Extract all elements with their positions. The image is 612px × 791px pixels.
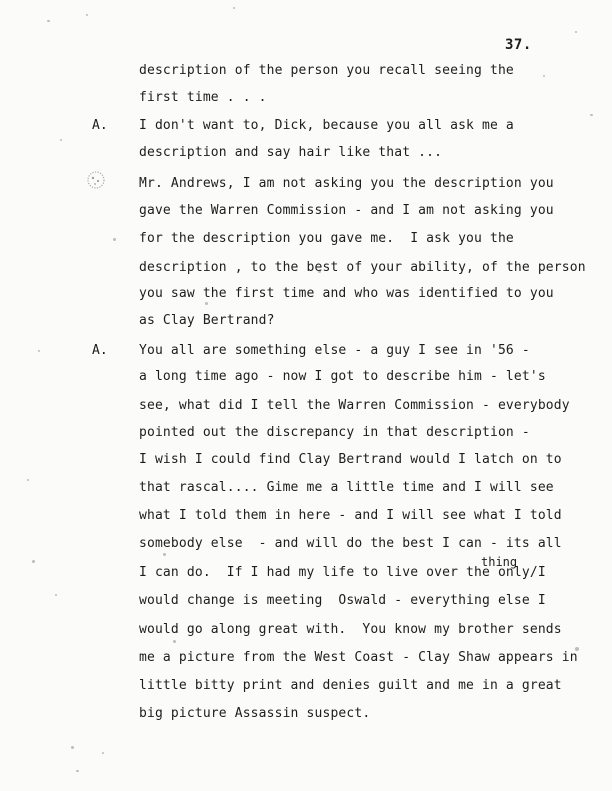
speaker-marker-a: A. [92, 118, 108, 133]
transcript-line: for the description you gave me. I ask you the [139, 231, 514, 246]
transcript-line: as Clay Bertrand? [139, 313, 275, 328]
scan-speck [543, 75, 545, 77]
scan-speck [32, 560, 35, 563]
scan-speck [575, 31, 577, 33]
handwritten-insert: thing [481, 555, 518, 569]
scan-speck [575, 647, 579, 651]
scan-speck [60, 139, 62, 141]
scan-speck [27, 479, 29, 481]
scan-speck [55, 594, 57, 596]
transcript-line: Mr. Andrews, I am not asking you the description you [139, 176, 554, 191]
scan-speck [318, 270, 321, 273]
transcript-line: somebody else - and will do the best I can - its all [139, 536, 562, 551]
scan-speck [233, 7, 235, 9]
scan-speck [71, 746, 74, 749]
transcript-line: big picture Assassin suspect. [139, 706, 371, 721]
transcript-line: me a picture from the West Coast - Clay Shaw appears in [139, 650, 578, 665]
scan-speck [113, 238, 116, 241]
scan-speck [173, 640, 176, 643]
transcript-line: that rascal.... Gime me a little time and I will see [139, 480, 554, 495]
transcript-line: would go along great with. You know my brother sends [139, 622, 562, 637]
scan-speck [102, 752, 104, 754]
transcript-line: I can do. If I had my life to live over the only/I [139, 565, 546, 580]
transcript-line: what I told them in here - and I will see what I told [139, 508, 562, 523]
transcript-line: You all are something else - a guy I see in '56 - [139, 343, 530, 358]
page-number: 37. [505, 37, 532, 53]
scan-speck [38, 350, 40, 352]
transcript-line: a long time ago - now I got to describe him - let's [139, 369, 546, 384]
transcript-line: you saw the first time and who was identified to you [139, 286, 554, 301]
transcript-line: see, what did I tell the Warren Commission - everybody [139, 398, 570, 413]
scan-speck [47, 20, 50, 22]
transcript-line: I don't want to, Dick, because you all ask me a [139, 118, 514, 133]
transcript-line: description and say hair like that ... [139, 145, 443, 160]
transcript-line: first time . . . [139, 90, 267, 105]
speaker-marker-a: A. [92, 343, 108, 358]
scan-speck [86, 14, 88, 16]
transcript-line: pointed out the discrepancy in that description - [139, 425, 530, 440]
handwritten-mark-icon [85, 169, 107, 191]
transcript-line: would change is meeting Oswald - everything else I [139, 593, 546, 608]
scan-speck [590, 114, 593, 116]
transcript-line: I wish I could find Clay Bertrand would I latch on to [139, 452, 562, 467]
scan-speck [163, 553, 166, 556]
scan-speck [76, 770, 79, 772]
scan-speck [205, 302, 208, 305]
transcript-line: description of the person you recall seeing the [139, 63, 514, 78]
transcript-line: little bitty print and denies guilt and me in a great [139, 678, 562, 693]
transcript-line: description , to the best of your ability, of the person [139, 260, 586, 275]
transcript-line: gave the Warren Commission - and I am not asking you [139, 203, 554, 218]
